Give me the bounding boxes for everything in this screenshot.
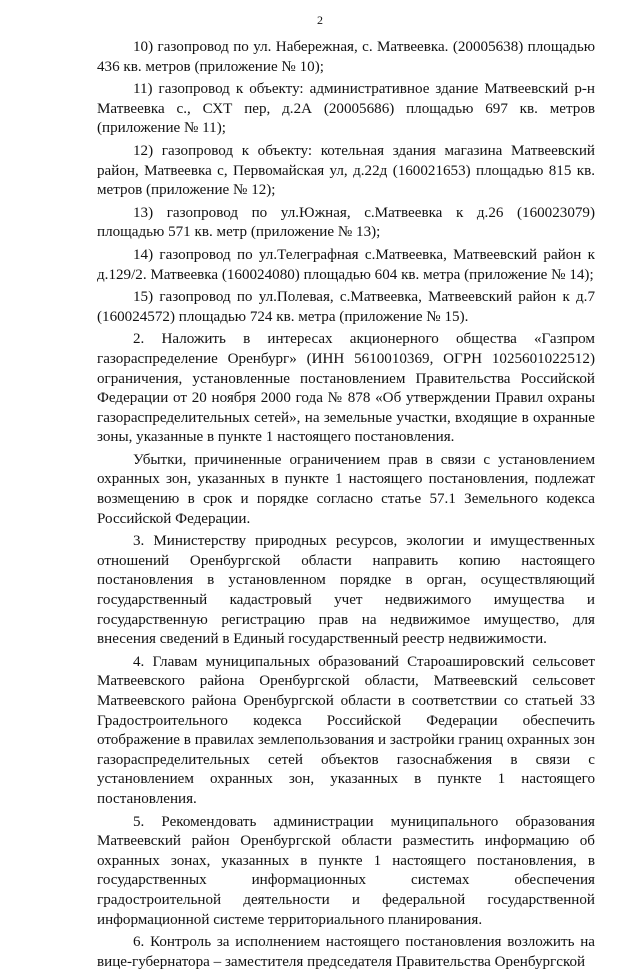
- page-number: 2: [317, 13, 323, 27]
- list-item-11: 11) газопровод к объекту: административное здание Матвеевский р-н Матвеевка с., СХТ пер, д.2А (20005686) площадью 697 кв. метров (приложение № 11);: [97, 81, 595, 137]
- list-item-15: 15) газопровод по ул.Полевая, с.Матвеевка, Матвеевский район к д.7 (160024572) площадью 724 кв. метра (приложение № 15).: [97, 289, 595, 325]
- list-item-14: 14) газопровод по ул.Телеграфная с.Матвеевка, Матвеевский район к д.129/2. Матвеевка (160024080) площадью 604 кв. метра (приложение № 14);: [97, 246, 595, 283]
- document-body: [97, 38, 595, 975]
- list-item-13: 13) газопровод по ул.Южная, с.Матвеевка к д.26 (160023079) площадью 571 кв. метр (приложение № 13);: [97, 204, 595, 241]
- clause-5: 5. Рекомендовать администрации муниципального образования Матвеевский район Оренбургской области разместить информацию об охранных зонах, указанных в пункте 1 настоящего постановления, в государственных информационных системах обеспечения градостроительной деятельности и федеральной государственной информационной системе территориального планирования.: [97, 813, 595, 928]
- clause-2-losses: Убытки, причиненные ограничением прав в связи с установлением охранных зон, указанных в пункте 1 настоящего постановления, подлежат возмещению в срок и порядке согласно статье 57.1 Земельного кодекса Российской Федерации.: [97, 451, 595, 527]
- list-item-12: 12) газопровод к объекту: котельная здания магазина Матвеевский район, Матвеевка с, Первомайская ул, д.22д (160021653) площадью 815 кв. метров (приложение № 12);: [97, 142, 595, 199]
- clause-6: 6. Контроль за исполнением настоящего постановления возложить на вице-губернатора – заместителя председателя Правительства Оренбургской: [97, 934, 595, 970]
- list-item-10: 10) газопровод по ул. Набережная, с. Матвеевка. (20005638) площадью 436 кв. метров (приложение № 10);: [97, 39, 595, 75]
- clause-2: 2. Наложить в интересах акционерного общества «Газпром газораспределение Оренбург» (ИНН 5610010369, ОГРН 1025601022512) ограничения, установленные постановлением Правительства Российской Федерации от 20 ноября 2000 года № 878 «Об утверждении Правил охраны газораспределительных сетей», на земельные участки, входящие в охранные зоны, указанные в пункте 1 настоящего постановления.: [97, 331, 595, 446]
- clause-4: 4. Главам муниципальных образований Староашировский сельсовет Матвеевского района Оренбургской области, Матвеевский сельсовет Матвеевского района Оренбургской области в соответствии со статьей 33 Градостроительного кодекса Российской Федерации обеспечить отображение в правилах землепользования и застройки границ охранных зон газораспределительных сетей объектов газоснабжения в связи с установлением охранных зон, указанных в пункте 1 настоящего постановления.: [97, 653, 595, 807]
- clause-3: 3. Министерству природных ресурсов, экологии и имущественных отношений Оренбургской области направить копию настоящего постановления в установленном порядке в орган, осуществляющий государственный кадастровый учет недвижимого имущества и государственную регистрацию прав на недвижимое имущество, для внесения сведений в Единый государственный реестр недвижимости.: [97, 533, 595, 648]
